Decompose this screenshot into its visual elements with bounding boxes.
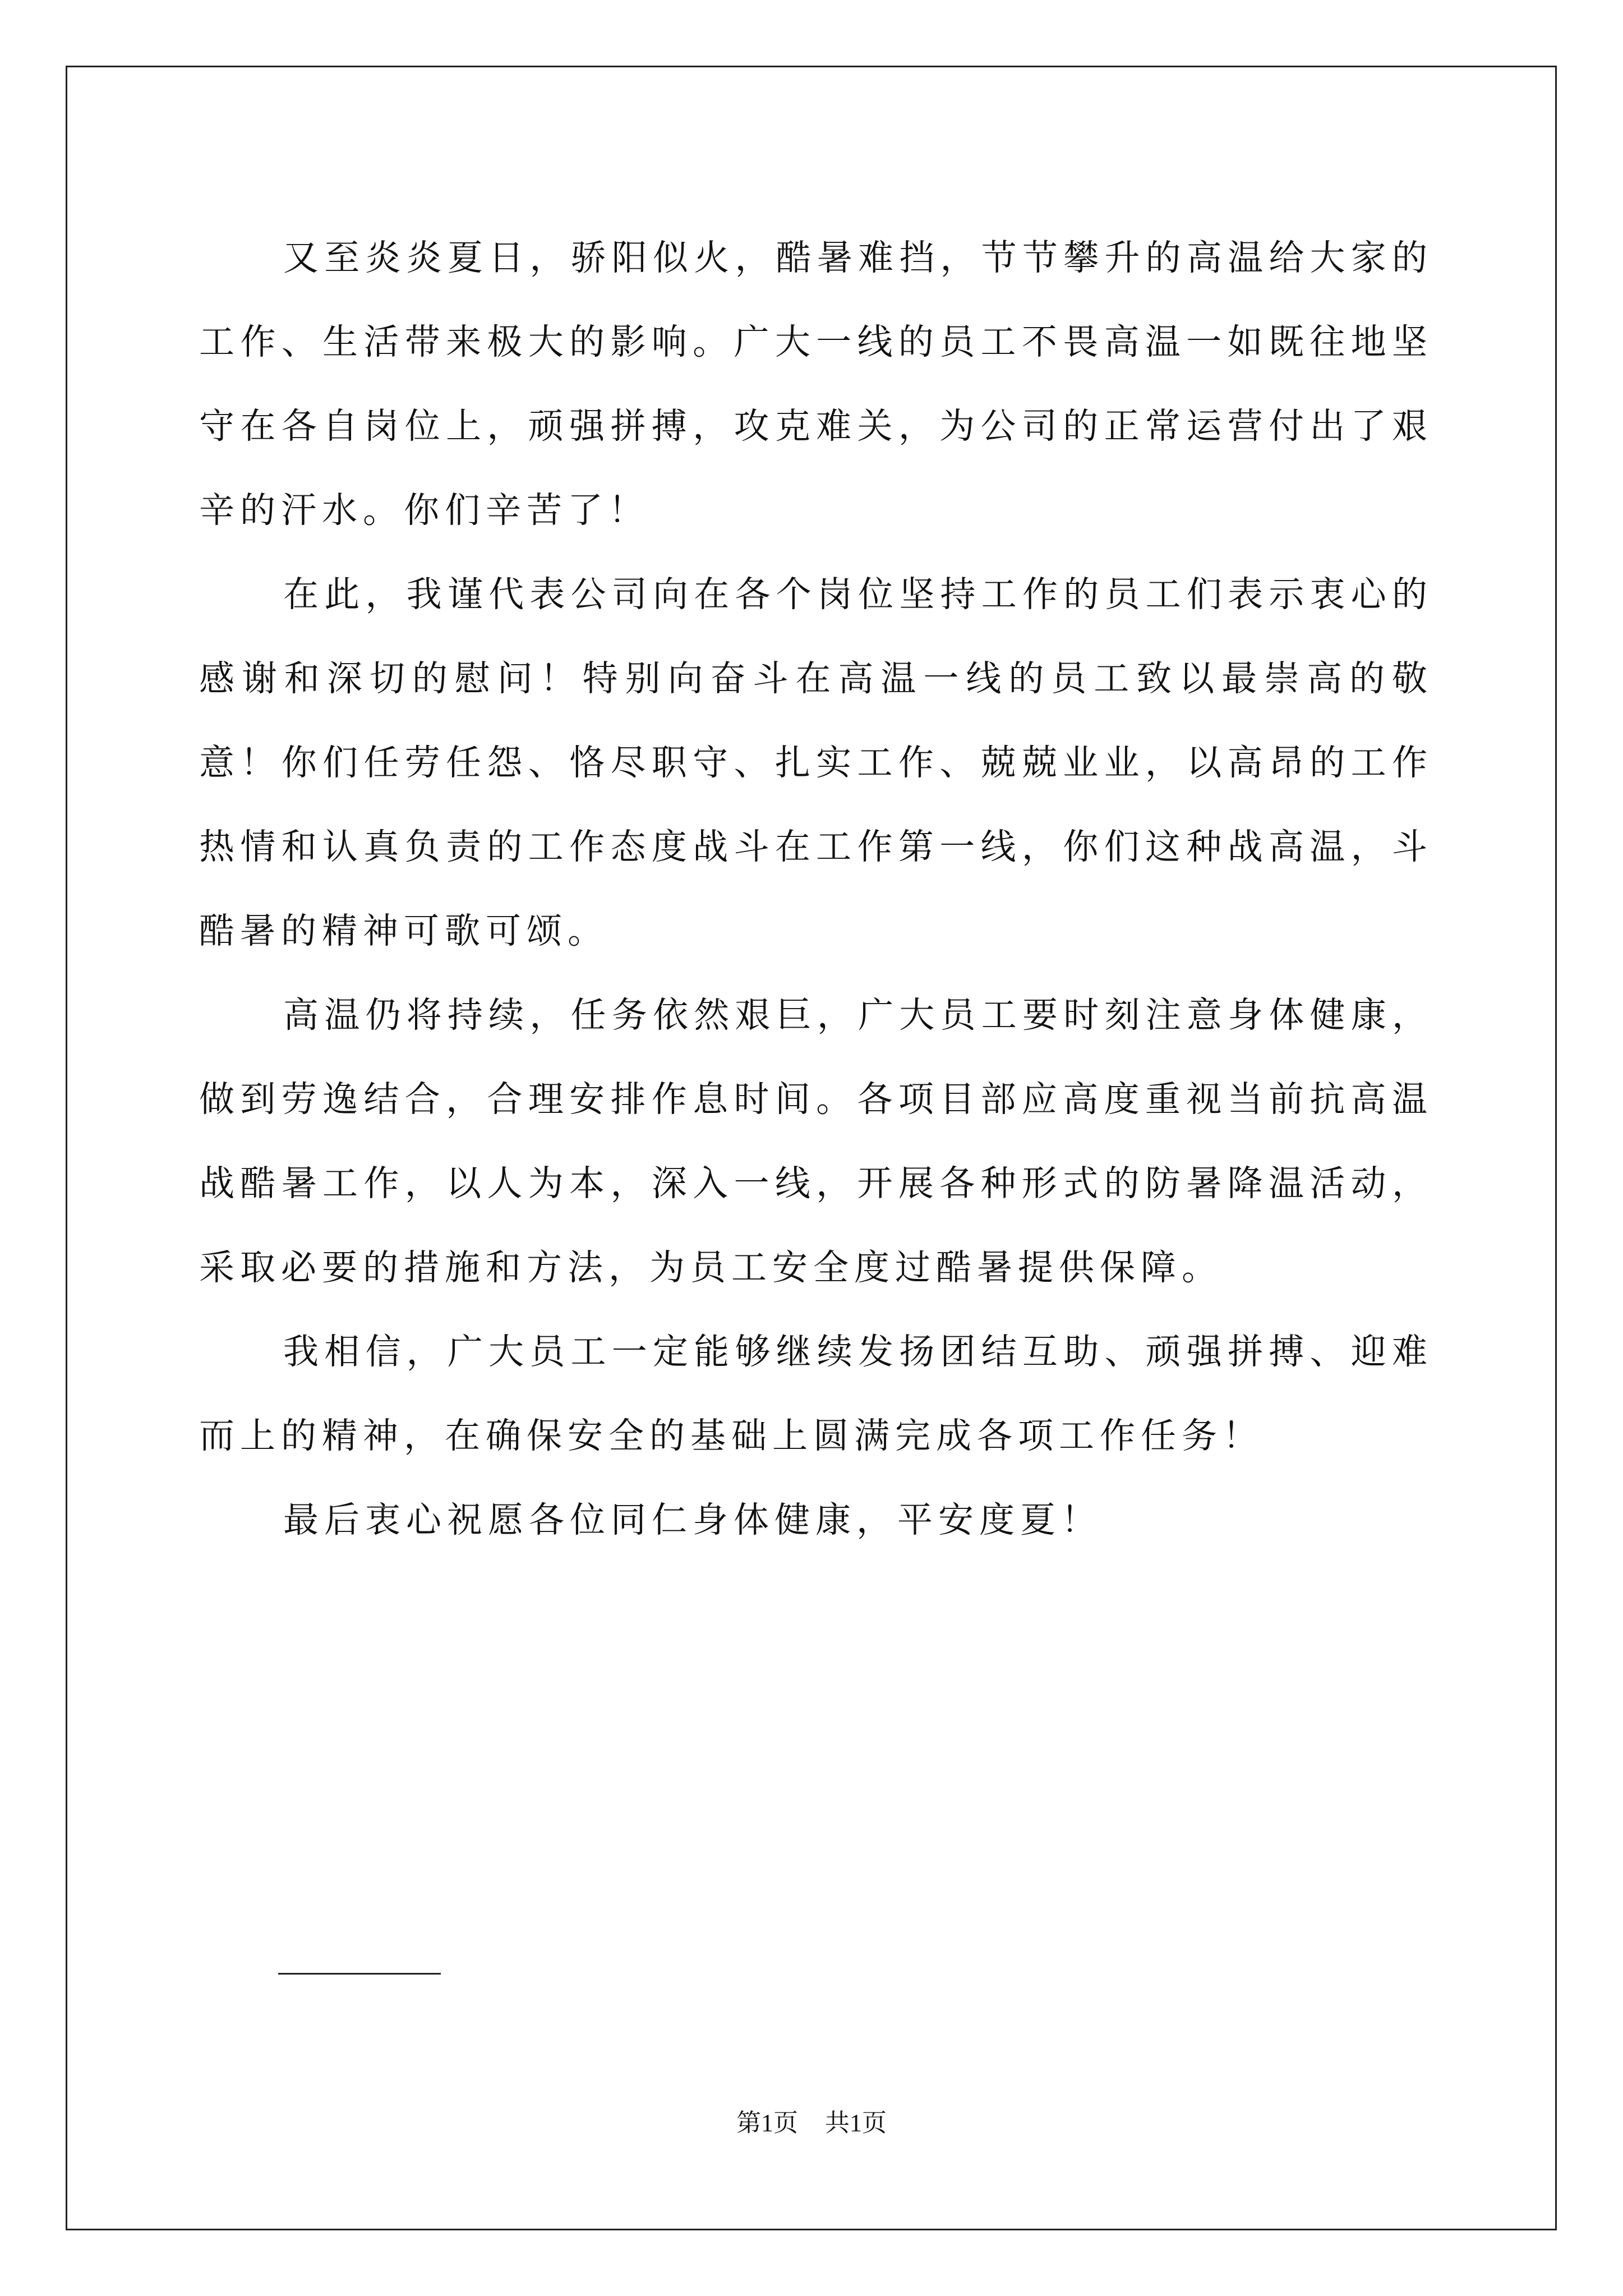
signature-line: [278, 1973, 441, 1975]
paragraph-5: 最后衷心祝愿各位同仁身体健康，平安度夏！: [283, 1499, 1102, 1540]
paragraph-3: 高温仍将持续，任务依然艰巨，广大员工要时刻注意身体健康，做到劳逸结合，合理安排作息时间。各项目部应高度重视当前抗高温战酷暑工作，以人为本，深入一线，开展各种形式的防暑降温活动，采取必要的措施和方法，为员工安全度过酷暑提供保障。: [199, 995, 1433, 1288]
page-footer: [0, 2102, 1623, 2138]
paragraph-1: 又至炎炎夏日，骄阳似火，酷暑难挡，节节攀升的高温给大家的工作、生活带来极大的影响。广大一线的员工不畏高温一如既往地坚守在各自岗位上，顽强拼搏，攻克难关，为公司的正常运营付出了艰辛的汗水。你们辛苦了！: [199, 237, 1433, 531]
document-body: [199, 216, 1433, 1562]
paragraph-2: 在此，我谨代表公司向在各个岗位坚持工作的员工们表示衷心的感谢和深切的慰问！特别向奋斗在高温一线的员工致以最崇高的敬意！你们任劳任怨、恪尽职守、扎实工作、兢兢业业，以高昂的工作热情和认真负责的工作态度战斗在工作第一线，你们这种战高温，斗酷暑的精神可歌可颂。: [199, 574, 1433, 951]
page-number: 第1页: [736, 2109, 798, 2137]
page-total: 共1页: [825, 2109, 887, 2137]
paragraph-4: 我相信，广大员工一定能够继续发扬团结互助、顽强拼搏、迎难而上的精神，在确保安全的基础上圆满完成各项工作任务！: [199, 1331, 1433, 1456]
